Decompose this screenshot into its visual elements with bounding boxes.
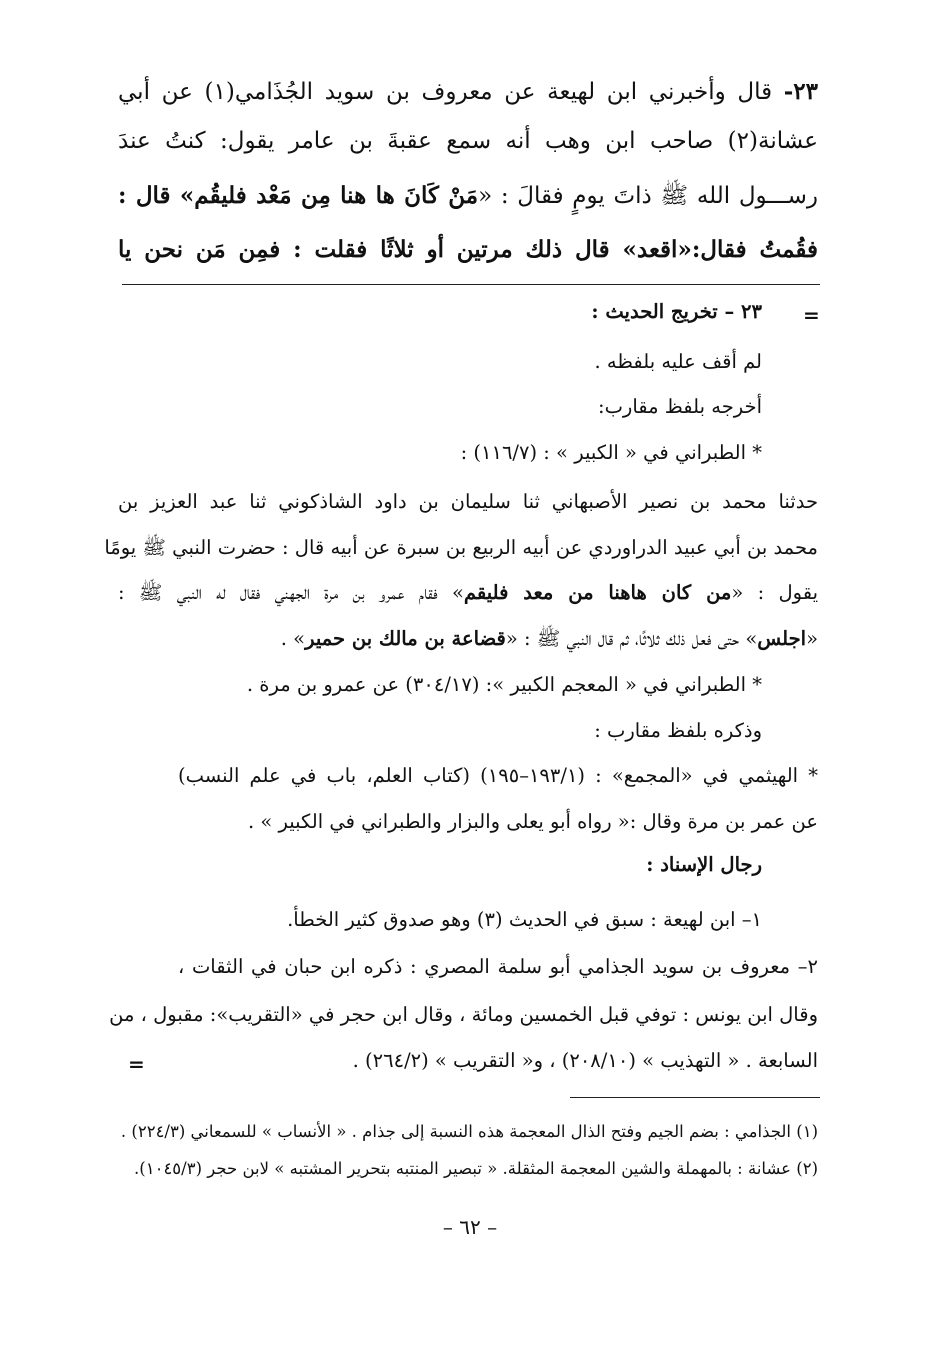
hadith-number: ٢٣- <box>783 78 819 105</box>
takhrij-text: يقول : « <box>731 581 818 604</box>
continuation-marker: = <box>803 303 820 327</box>
hadith-text: قال وأخبرني ابن لهيعة عن معروف بن سويد الجُذَامي(١) عن أبي <box>118 79 773 105</box>
takhrij-text: » فقام عمرو بن مرة الجهني فقال له النبي ﷺ : <box>118 581 464 604</box>
takhrij-line: * الطبراني في « الكبير » : (١١٦/٧) : <box>460 441 762 464</box>
takhrij-text: » . <box>280 627 306 650</box>
takhrij-line: لم أقف عليه بلفظه . <box>594 350 762 373</box>
takhrij-text: » حتى فعل ذلك ثلاثًا، ثم قال النبي ﷺ : « <box>505 627 758 650</box>
takhrij-line: وذكره بلفظ مقارب : <box>594 719 762 742</box>
hadith-quote-bold: اقعد <box>636 236 678 263</box>
footnote-2: (٢) عشانة : بالمهملة والشين المعجمة المثقلة. « تبصير المنتبه بتحرير المشتبه » لابن حجر (١٠٤٥/٣). <box>134 1159 818 1178</box>
footnote-separator <box>570 1097 820 1098</box>
takhrij-heading: ٢٣ – تخريج الحديث : <box>591 300 762 323</box>
rijal-line: ١– ابن لهيعة : سبق في الحديث (٣) وهو صدوق كثير الخطأ. <box>287 908 762 931</box>
takhrij-line: حدثنا محمد بن نصير الأصبهاني ثنا سليمان بن داود الشاذكوني ثنا عبد العزيز بن <box>118 490 818 513</box>
takhrij-line <box>118 581 818 604</box>
takhrij-text: « <box>806 627 818 650</box>
footnote-1: (١) الجذامي : بضم الجيم وفتح الذال المعجمة هذه النسبة إلى جذام . « الأنساب » للسمعاني (٢٢٤/٣) . <box>120 1122 818 1141</box>
rijal-heading: رجال الإسناد : <box>646 853 762 876</box>
takhrij-quote-bold: من كان هاهنا من معد فليقم <box>463 581 732 604</box>
continuation-marker: = <box>128 1052 145 1076</box>
takhrij-line: عن عمر بن مرة وقال :« رواه أبو يعلى والبزار والطبراني في الكبير » . <box>247 810 818 833</box>
takhrij-line: محمد بن أبي عبيد الدراوردي عن أبيه الربيع بن سبرة عن أبيه قال : حضرت النبي ﷺ يومًا <box>104 536 818 559</box>
hadith-text: » قال ذلك مرتين أو ثلاثًا فقلت : فمِن مَن نحن يا <box>118 236 637 263</box>
hadith-text: » قال : <box>118 182 195 209</box>
takhrij-line: أخرجه بلفظ مقارب: <box>598 395 762 418</box>
hadith-text: رســـول الله ﷺ ذاتَ يومٍ فقالَ : « <box>478 183 819 209</box>
main-separator <box>122 284 820 285</box>
rijal-line: السابعة . « التهذيب » (٢٠٨/١٠) ، و« التقريب » (٢٦٤/٢) . <box>352 1049 818 1072</box>
hadith-text: فقُمتُ فقال:« <box>677 236 818 263</box>
takhrij-line: * الهيثمي في «المجمع» : (١٩٣/١–١٩٥) (كتاب العلم، باب في علم النسب) <box>178 764 818 787</box>
hadith-line-1 <box>118 78 818 107</box>
hadith-line-4 <box>118 236 818 264</box>
takhrij-line <box>118 627 818 650</box>
hadith-line-2: عشانة(٢) صاحب ابن وهب أنه سمع عقبةَ بن عامر يقول: كنتُ عندَ <box>118 128 818 154</box>
rijal-line: وقال ابن يونس : توفي قبل الخمسين ومائة ، وقال ابن حجر في «التقريب»: مقبول ، من <box>109 1003 818 1026</box>
takhrij-quote-bold: قضاعة بن مالك بن حمير <box>305 627 506 650</box>
takhrij-quote-bold: اجلس <box>757 627 807 650</box>
page-number: – ٦٢ – <box>442 1215 498 1239</box>
hadith-line-3 <box>118 182 818 211</box>
rijal-line: ٢– معروف بن سويد الجذامي أبو سلمة المصري : ذكره ابن حبان في الثقات ، <box>178 955 818 978</box>
takhrij-line: * الطبراني في « المعجم الكبير »: (٣٠٤/١٧) عن عمرو بن مرة . <box>246 673 762 696</box>
hadith-quote-bold: مَنْ كَانَ ها هنا مِن مَعْد فليقُم <box>194 182 479 209</box>
